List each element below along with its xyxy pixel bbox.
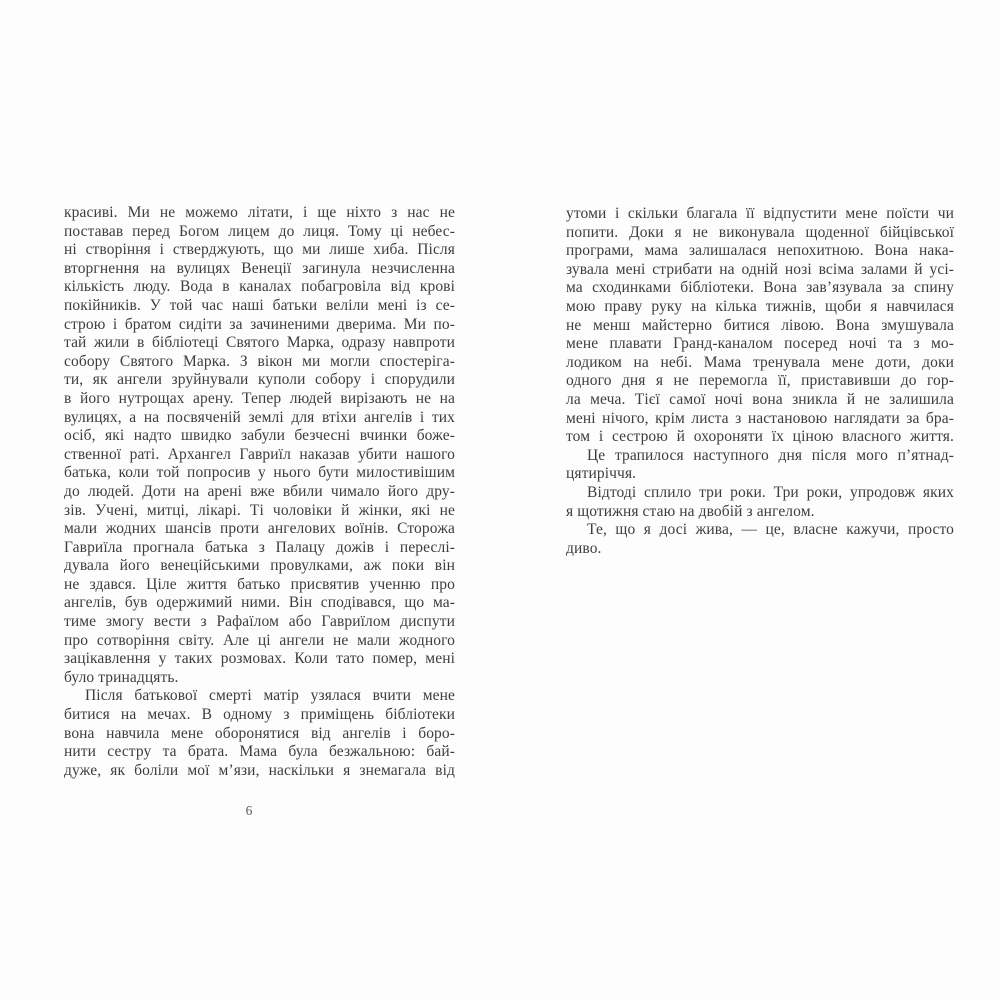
text-line: мене плавати Гранд-каналом посеред ночі та з мо-: [566, 335, 954, 353]
text-line: кількість люду. Вода в каналах побагровіла від крові: [64, 278, 455, 296]
text-line: не здався. Ціле життя батько присвятив ученню про: [64, 575, 455, 593]
text-line: Гавриїла прогнала батька з Палацу дожів і переслі-: [64, 538, 455, 556]
text-line: вона навчила мене оборонятися від ангелів і боро-: [64, 724, 455, 742]
text-line: я щотижня стаю на двобій з ангелом.: [566, 502, 815, 520]
text-line: ангелів, був одержимий ними. Він сподівався, що ма-: [64, 594, 455, 612]
text-line: ма сходинками бібліотеки. Вона зав’язувала за спину: [566, 279, 954, 297]
text-line: том і сестрою й охороняти їх ціною власного життя.: [566, 428, 954, 446]
text-line: строю і братом сидіти за зачиненими дверима. Ми по-: [64, 315, 455, 333]
text-line: красиві. Ми не можемо літати, і ще ніхто з нас не: [64, 204, 455, 221]
text-line: цятиріччя.: [566, 465, 637, 483]
text-line: собору Святого Марка. З вікон ми могли спостеріга-: [64, 352, 455, 370]
text-line: Відтоді сплило три роки. Три роки, упродовж яких: [587, 483, 954, 501]
text-line: попити. Доки я не виконувала щоденної бійцівської: [566, 223, 954, 241]
paragraph: [64, 204, 455, 687]
text-line: поставав перед Богом лицем до лиця. Тому ці небес-: [64, 222, 455, 240]
paragraph: [566, 484, 954, 521]
paragraph: [566, 447, 954, 484]
page-number: 6: [245, 803, 253, 818]
right-page-text-column: [566, 205, 954, 558]
text-line: Те, що я досі жива, — це, власне кажучи, просто: [587, 521, 954, 539]
left-page-text-column: [64, 204, 455, 780]
text-line: утоми і скільки благала її відпустити мене поїсти чи: [566, 205, 954, 222]
text-line: Це трапилося наступного дня після мого п’ятнад-: [587, 446, 954, 464]
text-line: зувала мені стрибати на одній нозі всіма залами й усі-: [566, 260, 954, 278]
text-line: ти, як ангели зруйнували куполи собору і спорудили: [64, 371, 455, 389]
text-line: батька, коли той попросив у нього бути милостивішим: [64, 464, 455, 482]
text-line: мені нічого, крім листа з настановою наглядати за бра-: [566, 409, 954, 427]
paragraph: [566, 521, 954, 558]
text-line: диво.: [566, 539, 602, 557]
text-line: зацікавлення у таких розмовах. Коли тато помер, мені: [64, 650, 455, 668]
text-line: вулицях, а на посвяченій землі для втіхи ангелів і тих: [64, 408, 455, 426]
text-line: про сотворіння світу. Але ці ангели не мали жодного: [64, 631, 455, 649]
text-line: одного дня я не перемогла її, приставивши до гор-: [566, 372, 954, 390]
text-line: ственної раті. Архангел Гавриїл наказав убити нашого: [64, 445, 455, 463]
text-line: ла меча. Тієї самої ночі вона зникла й не залишила: [566, 390, 954, 408]
text-line: тиме змогу вести з Рафаїлом або Гавриїлом диспути: [64, 613, 455, 631]
text-line: в його нутрощах арену. Тепер людей вирізають не на: [64, 389, 455, 407]
text-line: до людей. Доти на арені вже вбили чимало його дру-: [64, 482, 455, 500]
text-line: дувала його венеційськими провулками, аж поки він: [64, 557, 455, 575]
paragraph: [566, 205, 954, 447]
text-line: битися на мечах. В одному з приміщень бібліотеки: [64, 706, 455, 724]
text-line: Після батькової смерті матір узялася вчити мене: [85, 687, 455, 705]
text-line: нити сестру та брата. Мама була безжальною: бай-: [64, 743, 455, 761]
text-line: програми, мама залишалася непохитною. Вона нака-: [566, 242, 954, 260]
text-line: мали жодних шансів проти ангелових воїнів. Сторожа: [64, 520, 455, 538]
paragraph: [64, 687, 455, 780]
text-line: дуже, як боліли мої м’язи, наскільки я знемагала від: [64, 761, 455, 779]
text-line: не менш майстерно битися лівою. Вона змушувала: [566, 316, 954, 334]
text-line: вторгнення на вулицях Венеції загинула незчисленна: [64, 259, 455, 277]
text-line: мою праву руку на кілька тижнів, щоби я навчилася: [566, 297, 954, 315]
text-line: ні створіння і стверджують, що ми лише хиба. Після: [64, 241, 455, 259]
text-line: осіб, які надто швидко забули безчесні вчинки боже-: [64, 427, 455, 445]
text-line: лодиком на небі. Мама тренувала мене доти, доки: [566, 353, 954, 371]
text-line: тай жили в бібліотеці Святого Марка, одразу навпроти: [64, 334, 455, 352]
text-line: було тринадцять.: [64, 668, 179, 686]
text-line: покійників. У той час наші батьки веліли мені із се-: [64, 296, 455, 314]
text-line: зів. Учені, митці, лікарі. Ті чоловіки й жінки, які не: [64, 501, 455, 519]
